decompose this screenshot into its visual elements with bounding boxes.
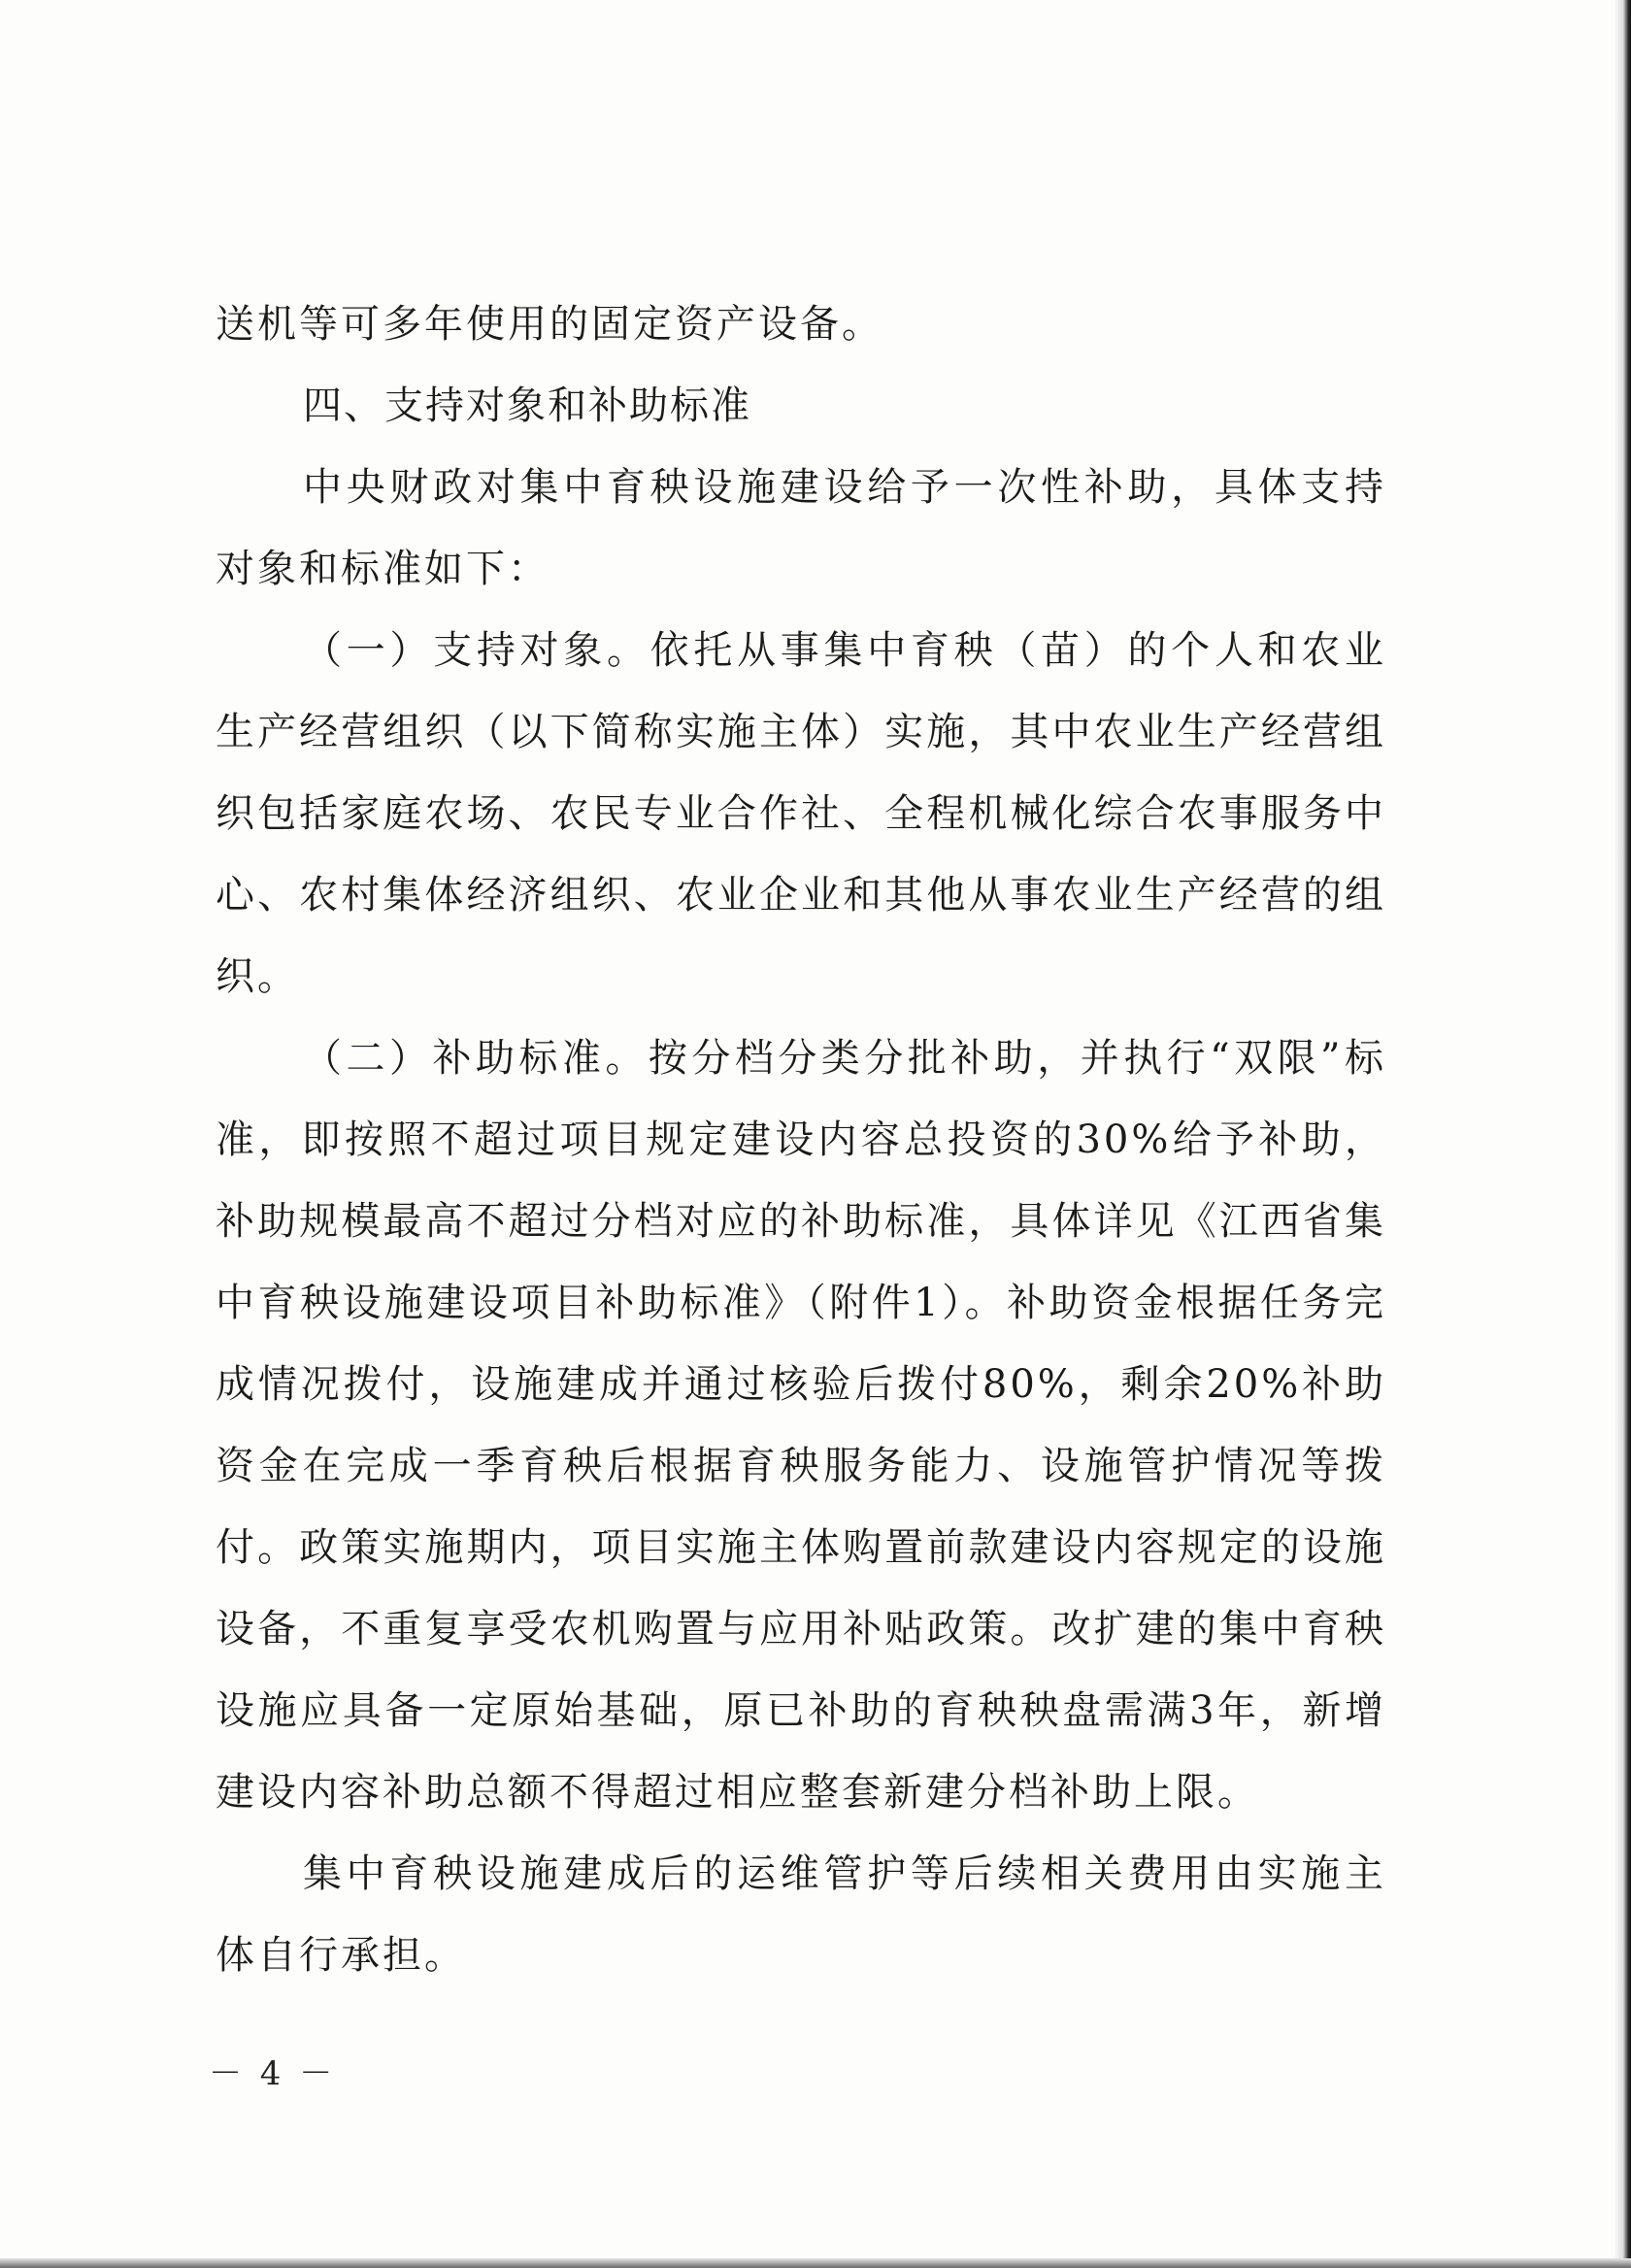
page-number: － 4 － [209, 2054, 337, 2093]
paragraph-support-objects: （一）支持对象。依托从事集中育秧（苗）的个人和农业生产经营组织（以下简称实施主体）实施，其中农业生产经营组织包括家庭农场、农民专业合作社、全程机械化综合农事服务中心、农村集体经济组织、农业企业和其他从事农业生产经营的组织。 [216, 628, 1386, 999]
paragraph-maintenance: 集中育秧设施建成后的运维管护等后续相关费用由实施主体自行承担。 [216, 1851, 1386, 1978]
scan-edge-bottom [0, 2258, 1631, 2268]
paragraph-continuation: 送机等可多年使用的固定资产设备。 [216, 302, 883, 347]
paragraph-subsidy-standard: （二）补助标准。按分档分类分批补助，并执行“双限”标准，即按照不超过项目规定建设内容总投资的30%给予补助，补助规模最高不超过分档对应的补助标准，具体详见《江西省集中育秧设施建设项目补助标准》（附件1）。补助资金根据任务完成情况拨付，设施建成并通过核验后拨付80%，剩余20%补助资金在完成一季育秧后根据育秧服务能力、设施管护情况等拨付。政策实施期内，项目实施主体购置前款建设内容规定的设施设备，不重复享受农机购置与应用补贴政策。改扩建的集中育秧设施应具备一定原始基础，原已补助的育秧秧盘需满3年，新增建设内容补助总额不得超过相应整套新建分档补助上限。 [216, 1036, 1386, 1815]
scan-edge-right [1614, 0, 1631, 2268]
paragraph-intro: 中央财政对集中育秧设施建设给予一次性补助，具体支持对象和标准如下： [216, 465, 1386, 591]
section-heading: 四、支持对象和补助标准 [303, 384, 751, 428]
